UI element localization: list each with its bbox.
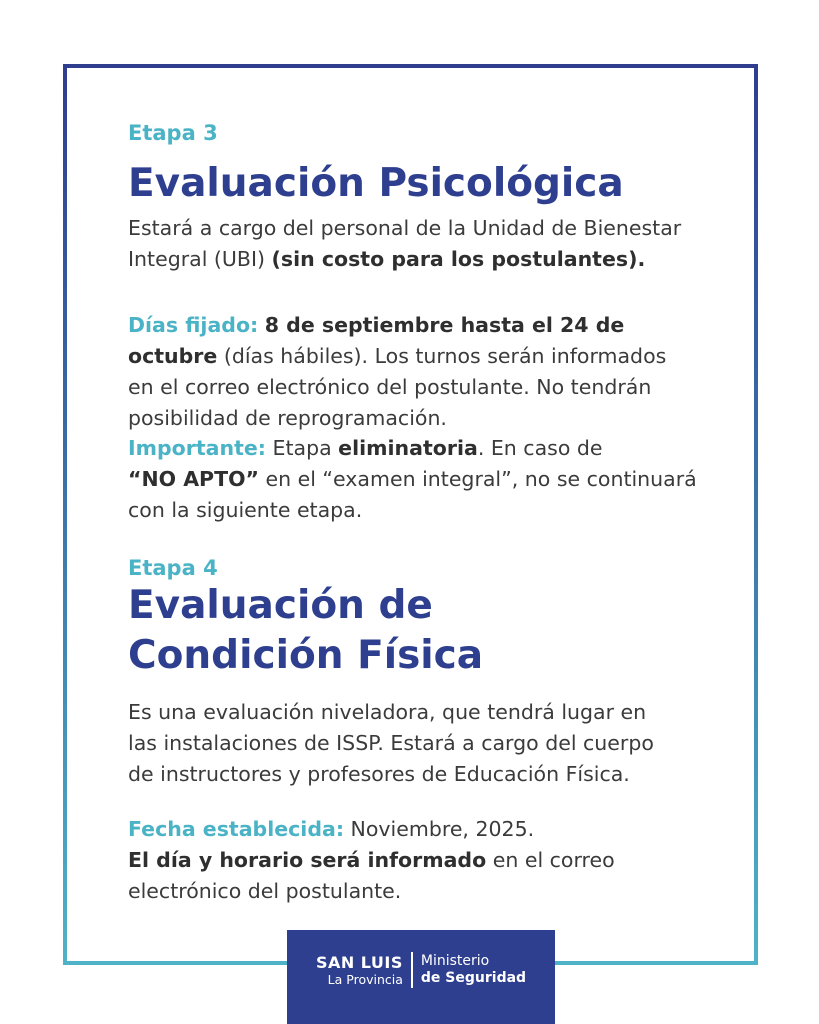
dias-label: Días fijado: [128,313,259,337]
stage-4-desc-line2: las instalaciones de ISSP. Estará a cargo del cuerpo [128,731,654,755]
ministry-name [413,953,526,987]
dias-dates-2: octubre [128,344,218,368]
stage-3-intro [128,213,748,275]
importante-siguiente: con la siguiente etapa. [128,498,363,522]
stage-4-description [128,697,748,790]
dias-turnos: (días hábiles). Los turnos serán informados [217,344,667,368]
stage-3-importante [128,433,748,526]
horario-rest: en el correo [486,848,615,872]
fecha-value: Noviembre, 2025. [344,817,535,841]
importante-label: Importante: [128,436,266,460]
footer-logo-block [287,930,555,1024]
importante-no-apto: “NO APTO” [128,467,259,491]
dias-dates-1: 8 de septiembre hasta el 24 de [264,313,625,337]
brand-la-provincia: La Provincia [327,971,403,987]
fecha-label: Fecha establecida: [128,817,345,841]
stage-4-fecha [128,814,748,907]
dias-reprogramacion: posibilidad de reprogramación. [128,406,447,430]
stage-4-title-line1: Evaluación de [128,583,433,628]
horario-bold: El día y horario será informado [128,848,487,872]
stage-4-desc-line1: Es una evaluación niveladora, que tendrá lugar en [128,700,647,724]
stage-3-intro-line1: Estará a cargo del personal de la Unidad de Bienestar [128,216,682,240]
san-luis-brand [316,954,411,987]
stage-4-title-line2: Condición Física [128,633,484,678]
ministry-line2: de Seguridad [420,970,527,986]
stage-4-desc-line3: de instructores y profesores de Educación Física. [128,762,630,786]
stage-3-title: Evaluación Psicológica [128,161,624,206]
ministry-line1: Ministerio [420,953,490,969]
importante-text-2: . En caso de [477,436,603,460]
ministry-logo [316,952,526,988]
importante-text-1: Etapa [266,436,339,460]
stage-3-intro-line2: Integral (UBI) [128,247,272,271]
brand-san-luis: SAN LUIS [315,952,403,972]
stage-4-label: Etapa 4 [128,556,218,580]
stage-3-label: Etapa 3 [128,121,218,145]
dias-correo: en el correo electrónico del postulante. No tendrán [128,375,652,399]
stage-3-dias [128,310,748,434]
stage-3-intro-cost: (sin costo para los postulantes). [271,247,646,271]
importante-text-3: en el “examen integral”, no se continuará [258,467,697,491]
horario-line3: electrónico del postulante. [128,879,402,903]
importante-eliminatoria: eliminatoria [338,436,478,460]
